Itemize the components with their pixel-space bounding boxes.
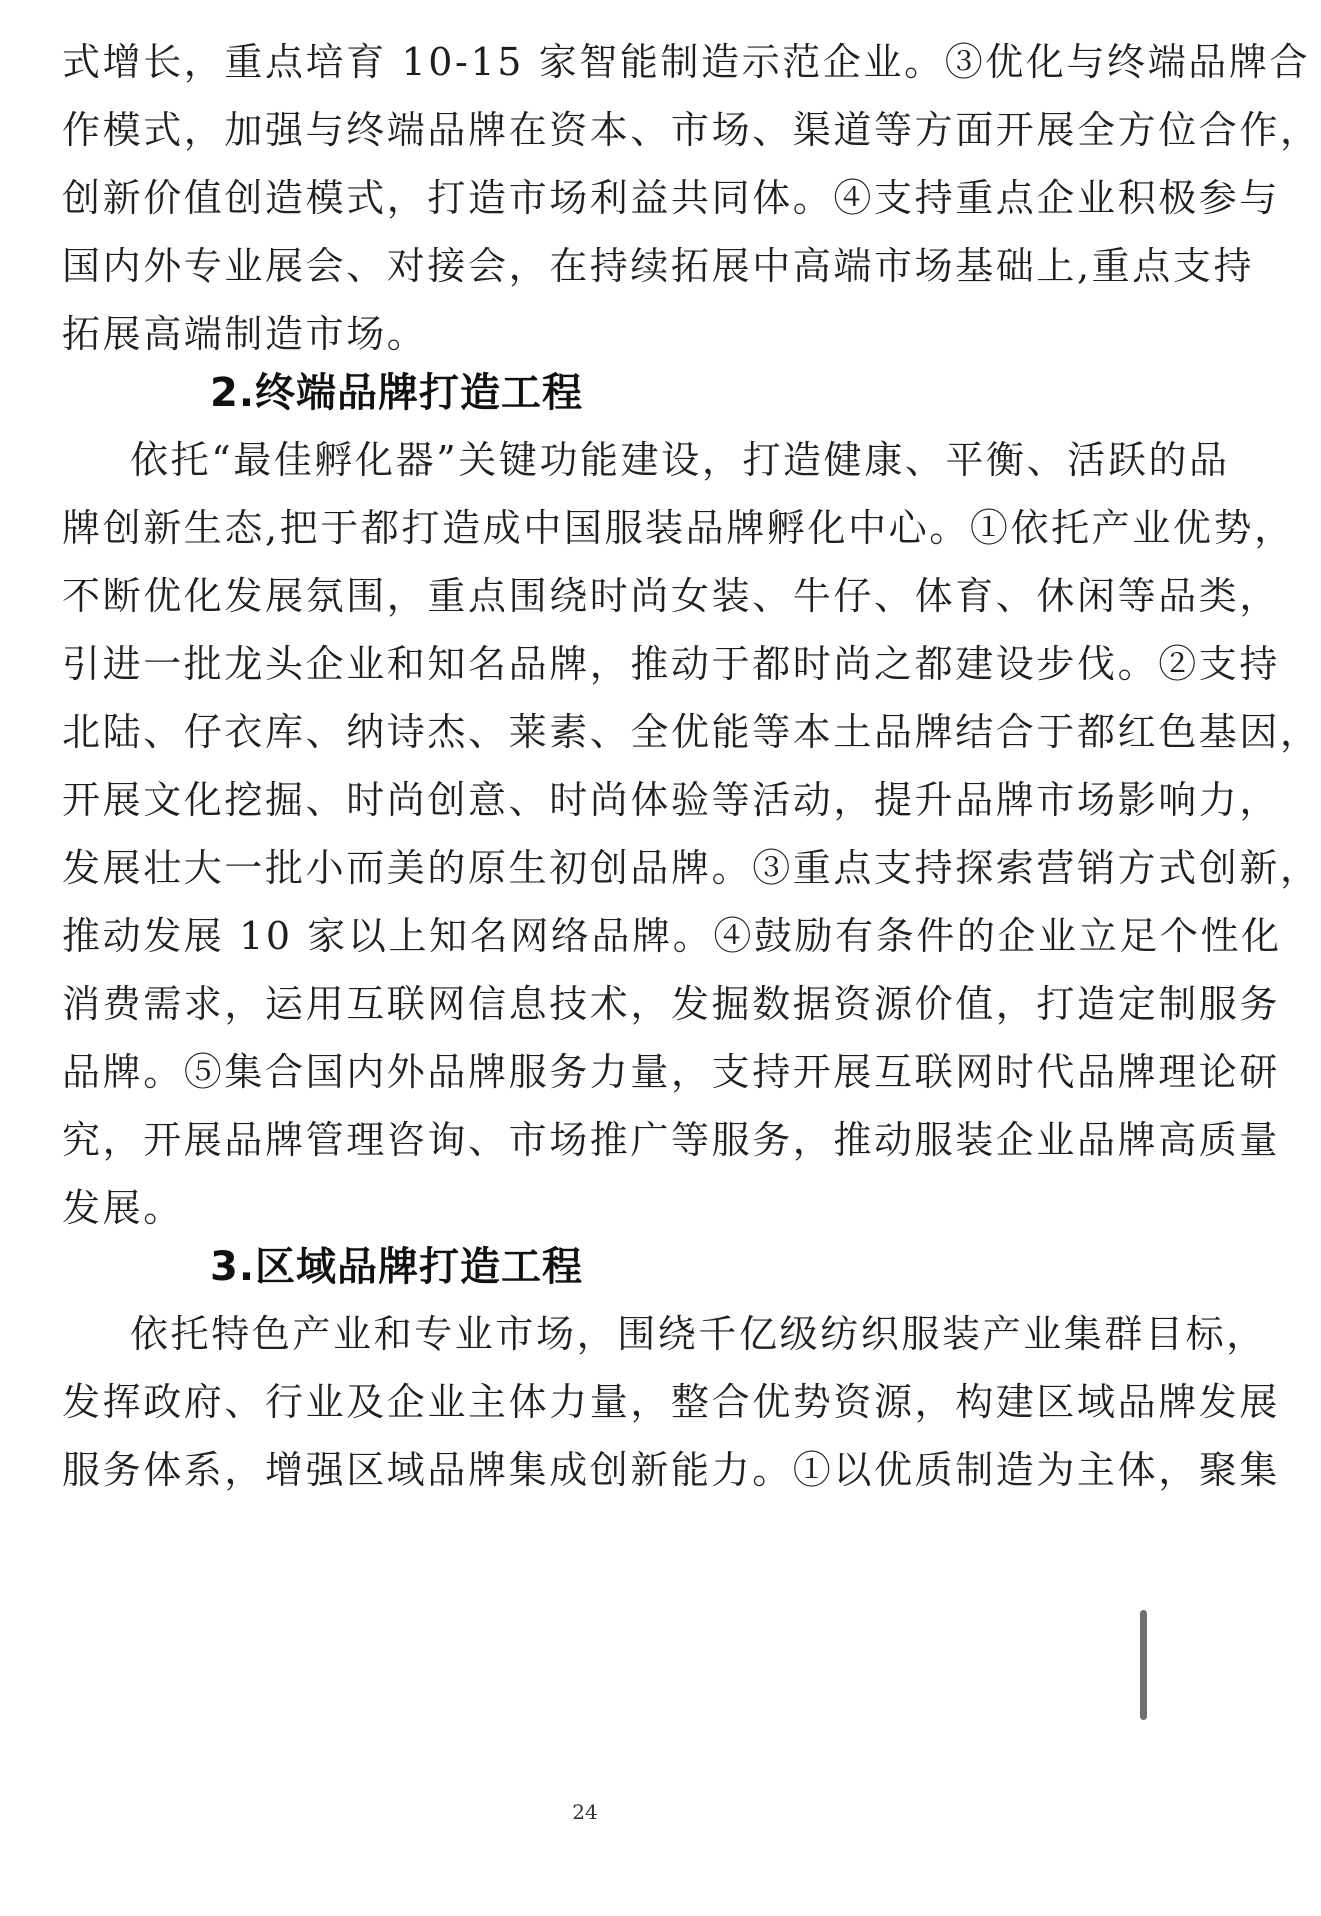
- paragraph-line: 究，开展品牌管理咨询、市场推广等服务，推动服装企业品牌高质量: [62, 1118, 1281, 1162]
- paragraph-line: 国内外专业展会、对接会，在持续拓展中高端市场基础上,重点支持: [62, 244, 1255, 288]
- paragraph-line: 推动发展 10 家以上知名网络品牌。④鼓励有条件的企业立足个性化: [62, 914, 1282, 958]
- paragraph-line: 不断优化发展氛围，重点围绕时尚女装、牛仔、体育、休闲等品类，: [62, 574, 1281, 618]
- paragraph-line: 发展。: [62, 1186, 184, 1230]
- paragraph-line: 引进一批龙头企业和知名品牌，推动于都时尚之都建设步伐。②支持: [62, 642, 1281, 686]
- paragraph-line: 品牌。⑤集合国内外品牌服务力量，支持开展互联网时代品牌理论研: [62, 1050, 1281, 1094]
- section-heading: 3.区域品牌打造工程: [210, 1244, 584, 1290]
- paragraph-line: 依托“最佳孵化器”关键功能建设，打造健康、平衡、活跃的品: [130, 438, 1230, 482]
- paragraph-line: 发展壮大一批小而美的原生初创品牌。③重点支持探索营销方式创新，: [62, 846, 1321, 890]
- paragraph-line: 创新价值创造模式，打造市场利益共同体。④支持重点企业积极参与: [62, 176, 1281, 220]
- paragraph-line: 牌创新生态,把于都打造成中国服装品牌孵化中心。①依托产业优势，: [62, 506, 1295, 550]
- paragraph-line: 拓展高端制造市场。: [62, 312, 428, 356]
- paragraph-line: 北陆、仔衣库、纳诗杰、莱素、全优能等本土品牌结合于都红色基因，: [62, 710, 1321, 754]
- paragraph-line: 发挥政府、行业及企业主体力量，整合优势资源，构建区域品牌发展: [62, 1380, 1281, 1424]
- paragraph-line: 式增长，重点培育 10-15 家智能制造示范企业。③优化与终端品牌合: [62, 40, 1311, 84]
- paragraph-line: 开展文化挖掘、时尚创意、时尚体验等活动，提升品牌市场影响力，: [62, 778, 1281, 822]
- scrollbar-thumb[interactable]: [1140, 1610, 1147, 1720]
- paragraph-line: 消费需求，运用互联网信息技术，发掘数据资源价值，打造定制服务: [62, 982, 1281, 1026]
- paragraph-line: 服务体系，增强区域品牌集成创新能力。①以优质制造为主体，聚集: [62, 1448, 1281, 1492]
- page-number: 24: [572, 1800, 598, 1824]
- paragraph-line: 依托特色产业和专业市场，围绕千亿级纺织服装产业集群目标，: [130, 1312, 1267, 1356]
- section-heading: 2.终端品牌打造工程: [210, 370, 584, 416]
- paragraph-line: 作模式，加强与终端品牌在资本、市场、渠道等方面开展全方位合作，: [62, 108, 1321, 152]
